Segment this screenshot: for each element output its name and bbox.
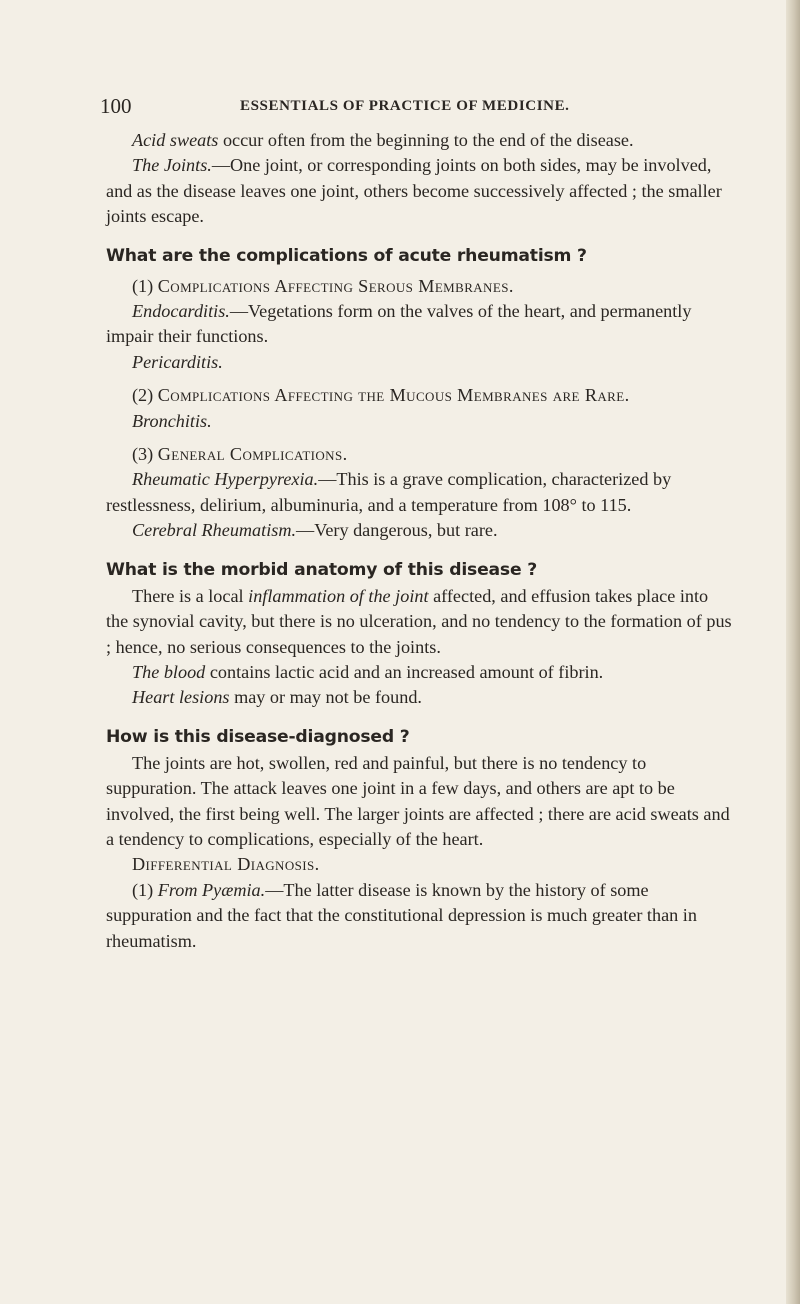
page-number: 100 xyxy=(100,94,132,118)
endocarditis-paragraph xyxy=(106,299,734,350)
serous-membranes-heading xyxy=(106,274,734,299)
cerebral-text: —Very dangerous, but rare. xyxy=(296,520,498,541)
hyperpyrexia-paragraph xyxy=(106,467,734,518)
blood-paragraph xyxy=(106,660,734,685)
mucous-membranes-heading xyxy=(106,383,734,408)
running-title: ESSENTIALS OF PRACTICE OF MEDICINE. xyxy=(240,98,570,114)
blood-text: contains lactic acid and an increased amount of fibrin. xyxy=(205,661,604,682)
general-title: General Complications. xyxy=(157,444,348,465)
cerebral-term: Cerebral Rheumatism. xyxy=(132,520,297,541)
heart-lesions-term: Heart lesions xyxy=(132,687,230,708)
differential-diagnosis-heading xyxy=(106,852,734,877)
heart-lesions-text: may or may not be found. xyxy=(229,687,422,708)
acid-sweats-term: Acid sweats xyxy=(132,130,219,150)
general-number: (3) xyxy=(132,444,158,465)
pyaemia-number: (1) xyxy=(132,879,158,900)
page-header xyxy=(100,94,710,124)
joints-term: The Joints. xyxy=(132,155,212,176)
diagnosis-paragraph: The joints are hot, swollen, red and painful, but there is no tendency to suppuration. The attack leaves one joint in a few days, and others are apt to be involved, the first being well. The larger joints are affected ; there are acid sweats and a tendency to complications, especially of the heart. xyxy=(106,752,730,849)
hyperpyrexia-term: Rheumatic Hyperpyrexia. xyxy=(132,469,319,490)
serous-number: (1) xyxy=(132,275,158,296)
endocarditis-term: Endocarditis. xyxy=(132,301,230,322)
serous-title: Complications Affecting Serous Membranes. xyxy=(157,275,514,296)
pyaemia-paragraph xyxy=(106,878,734,954)
pericarditis-paragraph xyxy=(106,350,734,375)
diagnosis-heading: How is this disease-diagnosed ? xyxy=(106,726,410,747)
morbid-text-1: There is a local xyxy=(132,585,249,606)
acid-sweats-text: occur often from the beginning to the end of the disease. xyxy=(218,130,634,150)
general-complications-heading xyxy=(106,442,734,467)
mucous-number: (2) xyxy=(132,385,158,406)
joints-text: —One joint, or corresponding joints on both sides, may be involved, and as the disease leaves one joint, others become successively affected ; the smaller joints escape. xyxy=(106,155,722,227)
inflammation-term: inflammation of the joint xyxy=(248,585,429,606)
morbid-anatomy-paragraph xyxy=(106,584,734,660)
morbid-text-2: affected, and effusion takes place into the synovial cavity, but there is no ulceration, and no tendency to the formation of pus ; hence, no serious consequences to the joints. xyxy=(106,585,732,657)
pyaemia-text: —The latter disease is known by the history of some suppuration and the fact that the constitutional depression is much greater than in rheumatism. xyxy=(106,879,697,951)
cerebral-rheumatism-paragraph xyxy=(106,518,734,543)
page-edge-shadow xyxy=(786,0,800,1304)
differential-title: Differential Diagnosis. xyxy=(132,854,320,875)
complications-heading: What are the complications of acute rheumatism ? xyxy=(106,245,587,266)
hyperpyrexia-text: —This is a grave complication, characterized by restlessness, delirium, albuminuria, and a temperature from 108° to 115. xyxy=(106,469,672,515)
page-body xyxy=(106,128,734,954)
bronchitis-term: Bronchitis. xyxy=(132,410,212,431)
endocarditis-text: —Vegetations form on the valves of the heart, and permanently impair their functions. xyxy=(106,301,692,347)
heart-lesions-paragraph xyxy=(106,685,734,710)
acid-sweats-paragraph xyxy=(106,128,734,153)
joints-paragraph xyxy=(106,153,734,229)
morbid-anatomy-heading: What is the morbid anatomy of this disease ? xyxy=(106,559,537,580)
pericarditis-term: Pericarditis. xyxy=(132,351,223,372)
bronchitis-paragraph xyxy=(106,409,734,434)
blood-term: The blood xyxy=(132,661,206,682)
pyaemia-term: From Pyæmia. xyxy=(157,879,266,900)
mucous-title: Complications Affecting the Mucous Membranes are Rare. xyxy=(157,385,630,406)
